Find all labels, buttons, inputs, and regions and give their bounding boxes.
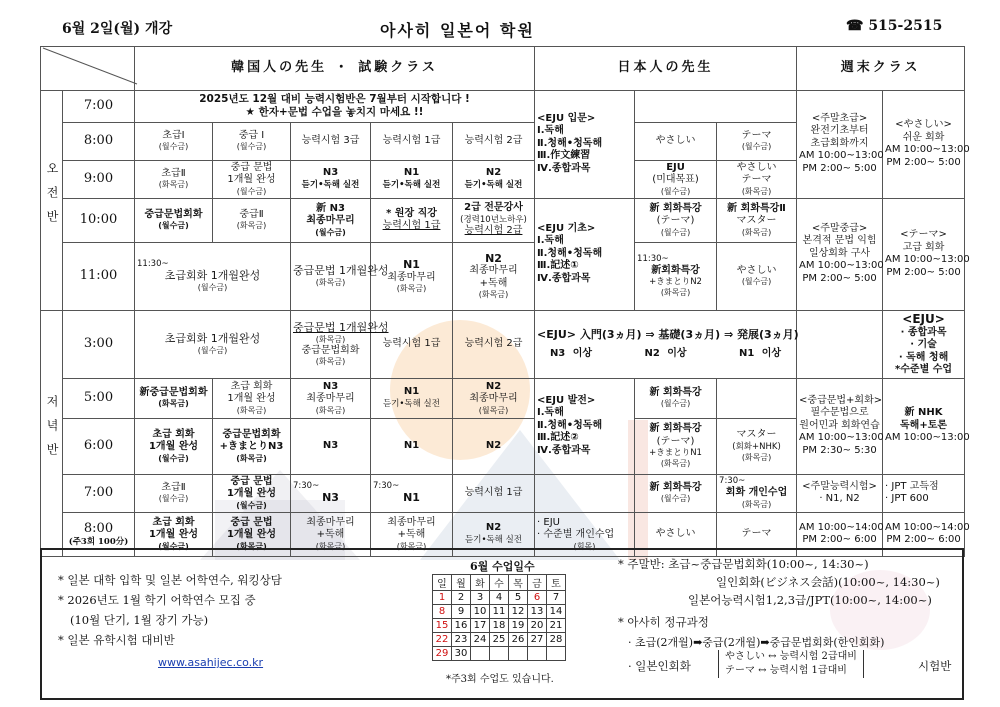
jp-empty-cell [635, 90, 797, 122]
calendar-day: 24 [471, 633, 490, 647]
class-cell [717, 378, 797, 418]
class-cell: 중급 Ⅰ (월수금) [213, 122, 291, 160]
time-label: 8:00 [63, 122, 135, 160]
time-label: 7:00 [63, 90, 135, 122]
calendar-head: 목 [509, 575, 528, 591]
class-cell: 초급Ⅱ (화목금) [135, 160, 213, 198]
class-cell: N1 [371, 418, 453, 474]
corner-diagonal [43, 48, 137, 84]
calendar-day: 22 [433, 633, 452, 647]
time-label: 8:00 (주3회 100分) [63, 512, 135, 556]
class-cell: 능력시험 1급 [371, 122, 453, 160]
weekend-intermediate-cell: <주말중급> 본격적 문법 익힘 일상회화 구사 AM 10:00~13:00 PM 2:00~ 5:00 [797, 198, 883, 310]
class-cell: 초급 회화 1개월 완성 (화목금) [213, 378, 291, 418]
regular-course-suffix: 시험반 [918, 659, 952, 673]
open-date: 6월 2일(월) 개강 [62, 21, 173, 37]
phone-number: ☎ 515-2515 [846, 18, 943, 34]
calendar-day: 9 [452, 605, 471, 619]
calendar-day: 28 [547, 633, 566, 647]
class-cell: マスター (회화+NHK) (화목금) [717, 418, 797, 474]
class-cell: 초급Ⅰ (월수금) [135, 122, 213, 160]
calendar-head: 일 [433, 575, 452, 591]
calendar-day: 26 [509, 633, 528, 647]
class-cell: 능력시험 1급 [371, 310, 453, 378]
calendar-head: 화 [471, 575, 490, 591]
calendar-day [509, 647, 528, 661]
class-cell: やさしい [635, 122, 717, 160]
class-cell: 新 회화특강 (テーマ) +きまとりN1 (화목금) [635, 418, 717, 474]
class-cell: やさしい [635, 512, 717, 556]
calendar-head: 금 [528, 575, 547, 591]
calendar-day: 5 [509, 591, 528, 605]
class-cell: 최종마무리 +독해 (화목금) [291, 512, 371, 556]
calendar-day: 2 [452, 591, 471, 605]
class-cell: N2 [453, 418, 535, 474]
calendar-day: 19 [509, 619, 528, 633]
calendar-day: 21 [547, 619, 566, 633]
calendar-day: 8 [433, 605, 452, 619]
class-cell: 중급문법 1개월완성 (화목금) [291, 242, 371, 310]
class-cell: 중급 문법 1개월 완성 (월수금) [213, 474, 291, 512]
class-cell: N3 듣기•독해 실전 [291, 160, 371, 198]
class-cell: 중급문법회화 (월수금) [135, 198, 213, 242]
class-cell: 중급문법 1개월완성 (화목금) 중급문법회화 (화목금) [291, 310, 371, 378]
class-cell: N2 듣기•독해 실전 [453, 512, 535, 556]
weekend-grammar-cell: <중급문법+회화> 필수문법으로 원어민과 회화연습 AM 10:00~13:00 PM 2:30~ 5:30 [797, 378, 883, 474]
calendar-day [528, 647, 547, 661]
class-cell: 능력시험 2급 [453, 310, 535, 378]
calendar-day: 30 [452, 647, 471, 661]
calendar-day: 23 [452, 633, 471, 647]
note-line: * 일본 대학 입학 및 일본 어학연수, 워킹상담 [58, 573, 282, 587]
calendar-day: 10 [471, 605, 490, 619]
class-cell: 新중급문법회화 (화목금) [135, 378, 213, 418]
eju-intro-cell: <EJU 입문> Ⅰ.독해 Ⅱ.청해•청독해 Ⅲ.作文練習 Ⅳ.종합과목 [535, 90, 635, 198]
class-cell: 7:30~ N1 [371, 474, 453, 512]
regular-course-line: · 초급(2개월)➡중급(2개월)➡중급문법회화(한인회화) [628, 636, 885, 649]
class-cell: 능력시험 1급 [453, 474, 535, 512]
calendar-title: 6월 수업일수 [470, 560, 535, 573]
class-cell: 초급Ⅱ (월수금) [135, 474, 213, 512]
class-cell: テーマ (월수금) [717, 122, 797, 160]
class-cell: 능력시험 2급 [453, 122, 535, 160]
calendar-day: 29 [433, 647, 452, 661]
weekend-eju-cell: <EJU> · 종합과목 · 기술 · 독해 청해 *수준별 수업 [883, 310, 965, 378]
calendar-head: 수 [490, 575, 509, 591]
class-cell: N2 최종마무리 (월목금) [453, 378, 535, 418]
calendar-head: 월 [452, 575, 471, 591]
class-cell: N1 듣기•독해 실전 [371, 378, 453, 418]
schedule-table [40, 46, 970, 557]
eju-path-cell: <EJU> 入門(3ヵ月) ⇒ 基礎(3ヵ月) ⇒ 発展(3ヵ月) N3 이상 N2 이상 N1 이상 [535, 310, 797, 378]
eju-advanced-cell: <EJU 발전> Ⅰ.독해 Ⅱ.청해•청독해 Ⅲ.記述② Ⅳ.종합과목 [535, 378, 635, 474]
calendar-day: 16 [452, 619, 471, 633]
time-label: 6:00 [63, 418, 135, 474]
class-cell: 11:30~ 新회화특강 +きまとりN2 (화목금) [635, 242, 717, 310]
class-cell [535, 474, 635, 512]
class-cell: 최종마무리 +독해 (화목금) [371, 512, 453, 556]
class-cell: * 원장 직강 능력시험 1급 [371, 198, 453, 242]
weekend-yasashii-cell: <やさしい> 쉬운 회화 AM 10:00~13:00 PM 2:00~ 5:00 [883, 90, 965, 198]
weekend-header: 週末クラス [797, 47, 965, 91]
corner-cell [41, 47, 135, 91]
notice-cell: 2025년도 12월 대비 능력시험반은 7월부터 시작합니다 ! ★ 한자+문법 수업을 놓치지 마세요 !! [135, 90, 535, 122]
time-label: 3:00 [63, 310, 135, 378]
class-cell: 초급 회화 1개월 완성 (월수금) [135, 512, 213, 556]
class-cell: 중급Ⅱ (화목금) [213, 198, 291, 242]
calendar-note: *주3회 수업도 있습니다. [446, 674, 554, 685]
weekend-info: 일본어능력시험1,2,3급/JPT(10:00~, 14:00~) [688, 593, 932, 607]
weekend-time-cell: AM 10:00~14:00 PM 2:00~ 6:00 [883, 512, 965, 556]
calendar-day: 17 [471, 619, 490, 633]
evening-period: 저녁반 [41, 310, 63, 556]
calendar-day: 1 [433, 591, 452, 605]
class-cell: · EJU · 수준별 개인수업 (회목) [535, 512, 635, 556]
class-cell: 新 회화특강 (월수금) [635, 378, 717, 418]
weekend-jpt-cell: · JPT 고득점 · JPT 600 [883, 474, 965, 512]
calendar-day: 13 [528, 605, 547, 619]
time-label: 5:00 [63, 378, 135, 418]
calendar-day: 15 [433, 619, 452, 633]
calendar [432, 574, 566, 661]
class-cell: 중급 문법 1개월 완성 (월수금) [213, 160, 291, 198]
class-cell: 新 회화특강 (テーマ) (월수금) [635, 198, 717, 242]
calendar-day: 4 [490, 591, 509, 605]
calendar-day [471, 647, 490, 661]
calendar-day [547, 647, 566, 661]
class-cell [797, 310, 883, 378]
weekend-theme-cell: <テーマ> 고급 회화 AM 10:00~13:00 PM 2:00~ 5:00 [883, 198, 965, 310]
calendar-day: 7 [547, 591, 566, 605]
class-cell: 능력시험 3급 [291, 122, 371, 160]
calendar-day: 14 [547, 605, 566, 619]
class-cell: テーマ [717, 512, 797, 556]
class-cell: EJU (미대목표) (월수금) [635, 160, 717, 198]
calendar-day: 6 [528, 591, 547, 605]
class-cell: 新 N3 최종마무리 (월수금) [291, 198, 371, 242]
class-cell: 중급 문법 1개월 완성 (화목금) [213, 512, 291, 556]
weekend-info: 일인회화(ビジネス会話)(10:00~, 14:30~) [716, 575, 940, 589]
eju-basic-cell: <EJU 기초> Ⅰ.독해 Ⅱ.청해•청독해 Ⅲ.記述① Ⅳ.종합과목 [535, 198, 635, 310]
weekend-jlpt-cell: <주말능력시험> · N1, N2 [797, 474, 883, 512]
time-label: 10:00 [63, 198, 135, 242]
class-cell: 新 회화특강Ⅱ マスター (화목금) [717, 198, 797, 242]
time-label: 9:00 [63, 160, 135, 198]
class-cell: N2 최종마무리 +독해 (화목금) [453, 242, 535, 310]
weekend-time-cell: AM 10:00~14:00 PM 2:00~ 6:00 [797, 512, 883, 556]
class-cell: 초급회화 1개월완성 (월수금) [135, 310, 291, 378]
calendar-day: 3 [471, 591, 490, 605]
website-link[interactable]: www.asahijec.co.kr [158, 656, 264, 669]
class-cell: 초급 회화 1개월 완성 (월수금) [135, 418, 213, 474]
regular-course-title: * 아사히 정규과정 [618, 615, 709, 629]
school-name: 아사히 일본어 학원 [380, 21, 535, 40]
weekend-beginner-cell: <주말초급> 완전기초부터 초급회화까지 AM 10:00~13:00 PM 2:00~ 5:00 [797, 90, 883, 198]
regular-bracket: やさしい ↔ 능력시험 2급대비 テーマ ↔ 능력시험 1급대비 [718, 650, 864, 678]
class-cell: N2 듣기•독해 실전 [453, 160, 535, 198]
calendar-day: 11 [490, 605, 509, 619]
calendar-day: 20 [528, 619, 547, 633]
calendar-day: 18 [490, 619, 509, 633]
class-cell: 7:30~ N3 [291, 474, 371, 512]
calendar-head: 토 [547, 575, 566, 591]
class-cell: 중급문법회화 +きまとりN3 (화목금) [213, 418, 291, 474]
class-cell: N3 최종마무리 (화목금) [291, 378, 371, 418]
calendar-day: 12 [509, 605, 528, 619]
class-cell: N3 [291, 418, 371, 474]
class-cell: 2급 전문강사 (경력10년노하우) 능력시험 2급 [453, 198, 535, 242]
class-cell: 新 회화특강 (월수금) [635, 474, 717, 512]
class-cell: 11:30~ 초급회화 1개월완성 (월수금) [135, 242, 291, 310]
calendar-day [490, 647, 509, 661]
regular-course-line: · 일본인회화 [628, 659, 691, 673]
weekend-info: * 주말반: 초급~중급문법회화(10:00~, 14:30~) [618, 557, 869, 571]
morning-period: 오전반 [41, 90, 63, 310]
calendar-day: 25 [490, 633, 509, 647]
japanese-teacher-header: 日本人の先生 [535, 47, 797, 91]
note-line: * 일본 유학시험 대비반 [58, 633, 175, 647]
class-cell: N1 듣기•독해 실전 [371, 160, 453, 198]
weekend-nhk-cell: 新 NHK 독해+토론 AM 10:00~13:00 [883, 378, 965, 474]
class-cell: 7:30~ 회화 개인수업 (화목금) [717, 474, 797, 512]
class-cell: やさしい テーマ (화목금) [717, 160, 797, 198]
note-line: (10월 단기, 1월 장기 가능) [70, 613, 209, 627]
time-label: 11:00 [63, 242, 135, 310]
class-cell: N1 최종마무리 (화목금) [371, 242, 453, 310]
korean-teacher-header: 韓国人の先生 ・ 試験クラス [135, 47, 535, 91]
calendar-day: 27 [528, 633, 547, 647]
note-line: * 2026년도 1월 학기 어학연수 모집 중 [58, 593, 256, 607]
class-cell: やさしい (월수금) [717, 242, 797, 310]
time-label: 7:00 [63, 474, 135, 512]
